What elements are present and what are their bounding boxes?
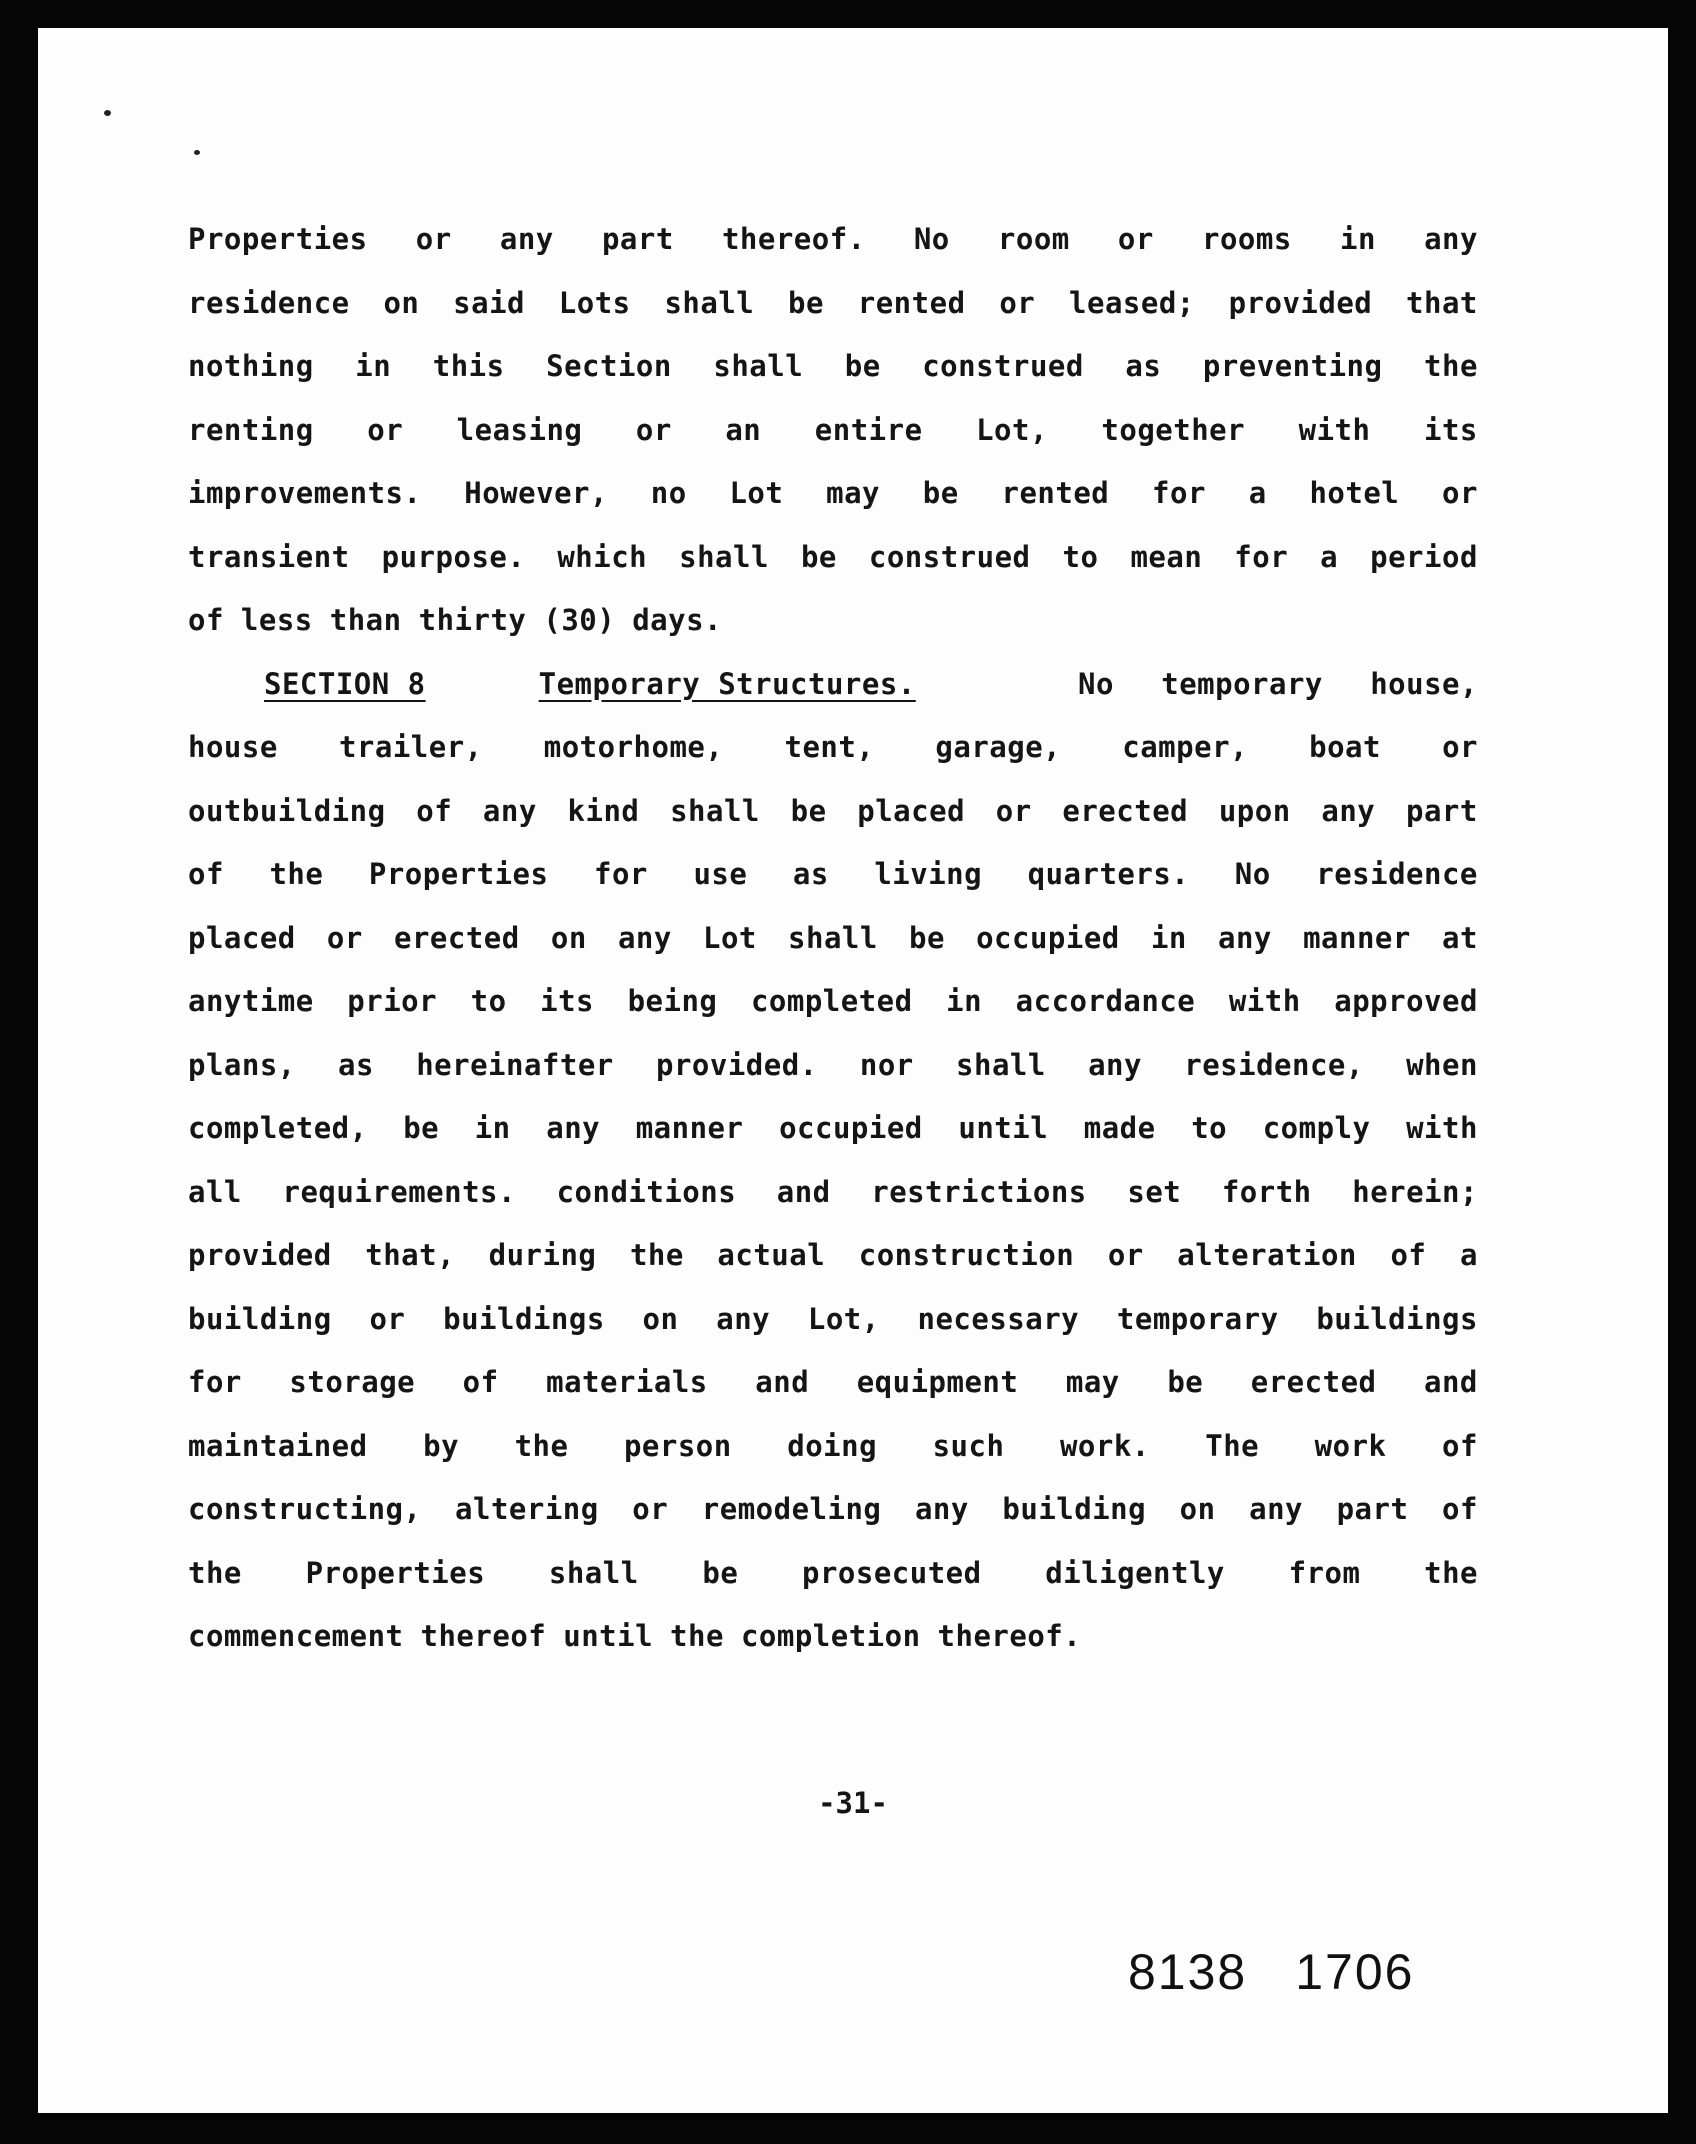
word: storage xyxy=(289,1365,416,1399)
word: a xyxy=(1248,476,1267,510)
word: erected xyxy=(1062,793,1189,828)
word: maintained xyxy=(188,1428,368,1463)
word: of xyxy=(1442,1428,1478,1463)
word: boat xyxy=(1309,730,1381,764)
word: all xyxy=(188,1174,242,1209)
word: from xyxy=(1288,1555,1361,1590)
word: Section xyxy=(546,349,672,383)
word: residence xyxy=(188,285,350,320)
word: said xyxy=(453,285,525,320)
section-title: Temporary Structures. xyxy=(538,666,916,701)
text-line xyxy=(188,526,1478,590)
word: be xyxy=(788,285,824,320)
word: may xyxy=(1065,1365,1120,1399)
word: room xyxy=(997,222,1070,256)
word: be xyxy=(702,1555,739,1590)
word: occupied xyxy=(779,1111,923,1145)
word: Lot xyxy=(703,920,757,955)
word: in xyxy=(1150,920,1187,955)
word: motorhome, xyxy=(543,730,724,764)
word: be xyxy=(844,349,881,383)
word: and xyxy=(755,1365,810,1399)
word: and xyxy=(1424,1365,1478,1399)
word: construed xyxy=(868,539,1031,574)
word: of xyxy=(462,1365,499,1399)
word: erected xyxy=(1250,1365,1377,1399)
word: being xyxy=(627,984,718,1018)
word: work xyxy=(1314,1428,1387,1463)
word: any xyxy=(1088,1047,1142,1082)
word: erected xyxy=(394,920,520,955)
word: manner xyxy=(1303,920,1411,955)
text-line xyxy=(188,1415,1478,1479)
word: entire xyxy=(814,412,923,447)
word: or xyxy=(367,412,404,447)
word: any xyxy=(499,222,554,256)
word: building xyxy=(1002,1492,1147,1526)
word: materials xyxy=(546,1365,708,1399)
word: shall xyxy=(548,1555,639,1590)
text-line xyxy=(188,970,1478,1034)
stamp-page: 1706 xyxy=(1295,1944,1415,2000)
word: at xyxy=(1441,920,1478,955)
word: during xyxy=(488,1238,597,1272)
word: any xyxy=(482,793,537,828)
text-line xyxy=(188,589,1478,653)
text-line xyxy=(188,462,1478,526)
word: residence xyxy=(1316,857,1478,891)
word: work. xyxy=(1059,1428,1150,1463)
word: nor xyxy=(859,1047,914,1082)
word: shall xyxy=(956,1047,1046,1082)
word: in xyxy=(474,1111,511,1145)
word: upon xyxy=(1218,793,1291,828)
word: occupied xyxy=(976,920,1120,955)
word: rented xyxy=(857,285,966,320)
word: for xyxy=(1234,539,1289,574)
word: of xyxy=(188,603,224,637)
word: house xyxy=(188,730,278,764)
word: purpose. xyxy=(381,539,526,574)
word: be xyxy=(403,1111,440,1145)
word: of xyxy=(416,793,453,828)
word: on xyxy=(383,285,420,320)
word: part xyxy=(1336,1492,1409,1526)
word: improvements. xyxy=(188,476,422,510)
word: Properties xyxy=(188,222,368,256)
word: necessary xyxy=(917,1301,1080,1336)
word: a xyxy=(1459,1238,1478,1272)
word: made xyxy=(1083,1111,1156,1145)
word: manner xyxy=(635,1111,744,1145)
word: any xyxy=(1424,222,1478,256)
word: equipment xyxy=(856,1365,1019,1399)
word: thirty xyxy=(418,603,527,637)
word: be xyxy=(909,920,945,955)
word: which xyxy=(557,539,648,574)
word: any xyxy=(1218,920,1272,955)
word: no xyxy=(650,476,687,510)
word: shall xyxy=(713,349,804,383)
word: provided xyxy=(188,1238,332,1272)
word: shall xyxy=(670,793,760,828)
word: or xyxy=(1442,476,1478,510)
text-line xyxy=(188,1542,1478,1606)
word: rented xyxy=(1001,476,1110,510)
word: any xyxy=(617,920,672,955)
word: Properties xyxy=(368,857,549,891)
text-line xyxy=(188,1288,1478,1352)
word: of xyxy=(1390,1238,1427,1272)
word: any xyxy=(546,1111,601,1145)
word: shall xyxy=(679,539,769,574)
word: completion xyxy=(740,1619,921,1653)
text-line xyxy=(188,272,1478,336)
scan-speck xyxy=(104,110,111,116)
word: Lot, xyxy=(976,412,1048,447)
word: rooms xyxy=(1202,222,1292,256)
text-line xyxy=(188,1161,1478,1225)
section-heading-line xyxy=(188,653,1478,717)
body-text xyxy=(188,208,1478,1669)
word: No xyxy=(913,222,950,256)
word: or xyxy=(1107,1238,1144,1272)
word: with xyxy=(1298,412,1371,447)
scan-speck xyxy=(194,150,200,155)
word: camper, xyxy=(1122,730,1248,764)
word: together xyxy=(1101,412,1246,447)
word: any xyxy=(1249,1492,1304,1526)
word: be xyxy=(800,539,837,574)
word: Lot, xyxy=(807,1301,880,1336)
word: The xyxy=(1205,1428,1260,1463)
word: kind xyxy=(567,793,640,828)
word: forth xyxy=(1221,1174,1312,1209)
word: buildings xyxy=(1316,1301,1478,1336)
word: the xyxy=(670,1619,724,1653)
text-line xyxy=(188,907,1478,971)
word: quarters. xyxy=(1027,857,1190,891)
word: No xyxy=(1234,857,1271,891)
word: to xyxy=(1191,1111,1228,1145)
word: mean xyxy=(1130,539,1203,574)
word: Lots xyxy=(558,285,631,320)
word: less xyxy=(240,603,313,637)
text-line xyxy=(188,1478,1478,1542)
word: or xyxy=(1117,222,1154,256)
text-line xyxy=(188,716,1478,780)
word: completed, xyxy=(188,1111,368,1145)
word: leased; xyxy=(1069,285,1195,320)
word: buildings xyxy=(443,1301,605,1336)
word: accordance xyxy=(1015,984,1196,1018)
word: or xyxy=(632,1492,669,1526)
word: in xyxy=(355,349,392,383)
word: remodeling xyxy=(701,1492,882,1526)
word: this xyxy=(432,349,505,383)
stamp-book: 8138 xyxy=(1128,1944,1248,2000)
word: Properties xyxy=(305,1555,486,1590)
word: or xyxy=(369,1301,406,1336)
word: or xyxy=(635,412,672,447)
recording-stamp xyxy=(1128,1943,1414,2001)
word: provided xyxy=(1228,285,1373,320)
word: doing xyxy=(787,1428,878,1463)
word: be xyxy=(922,476,959,510)
text-line xyxy=(188,1034,1478,1098)
word: the xyxy=(269,857,324,891)
word: the xyxy=(629,1238,684,1272)
word: plans, xyxy=(188,1047,296,1082)
word: person xyxy=(623,1428,732,1463)
word: completed xyxy=(750,984,913,1018)
word: its xyxy=(1423,412,1478,447)
word: preventing xyxy=(1202,349,1383,383)
word: part xyxy=(1406,793,1478,828)
text-line xyxy=(188,1605,1478,1669)
word: prior xyxy=(347,984,438,1018)
word: when xyxy=(1406,1047,1478,1082)
word: in xyxy=(946,984,983,1018)
word: with xyxy=(1406,1111,1478,1145)
text-line xyxy=(188,335,1478,399)
word: shall xyxy=(664,285,755,320)
word: be xyxy=(1167,1365,1204,1399)
word: However, xyxy=(464,476,608,510)
word: any xyxy=(1321,793,1376,828)
word: for xyxy=(594,857,648,891)
word: or xyxy=(999,285,1036,320)
word: the xyxy=(1424,349,1478,383)
word: outbuilding xyxy=(188,793,386,828)
word: for xyxy=(1152,476,1206,510)
word: shall xyxy=(788,920,878,955)
word: prosecuted xyxy=(801,1555,982,1590)
word: days. xyxy=(632,603,723,637)
word: as xyxy=(792,857,829,891)
word: thereof. xyxy=(721,222,866,256)
word: leasing xyxy=(456,412,583,447)
word: an xyxy=(725,412,762,447)
word: until xyxy=(958,1111,1049,1145)
word: diligently xyxy=(1045,1555,1225,1590)
word: on xyxy=(642,1301,679,1336)
word: on xyxy=(1179,1492,1216,1526)
word: or xyxy=(1442,730,1478,764)
word: may xyxy=(826,476,880,510)
word: of xyxy=(188,857,224,891)
word: a xyxy=(1320,539,1339,574)
text-line xyxy=(188,1224,1478,1288)
word: trailer, xyxy=(338,730,483,764)
word: renting xyxy=(188,412,314,447)
word: conditions xyxy=(556,1174,737,1209)
word: on xyxy=(550,920,587,955)
word: set xyxy=(1127,1174,1182,1209)
word: temporary xyxy=(1161,666,1323,701)
word: construction xyxy=(858,1238,1075,1272)
word: until xyxy=(563,1619,654,1653)
word: building xyxy=(188,1301,332,1336)
word: the xyxy=(188,1555,242,1590)
word: be xyxy=(790,793,827,828)
word: living xyxy=(874,857,983,891)
word: alteration xyxy=(1177,1238,1357,1272)
word: that xyxy=(1406,285,1478,320)
word: the xyxy=(1424,1555,1478,1590)
text-line xyxy=(188,208,1478,272)
word: house, xyxy=(1370,666,1478,701)
paragraph-continuation xyxy=(188,208,1478,653)
word: tent, xyxy=(784,730,875,764)
word: use xyxy=(693,857,748,891)
word: that, xyxy=(365,1238,456,1272)
word: period xyxy=(1370,539,1478,574)
word: part xyxy=(601,222,674,256)
word: as xyxy=(1125,349,1162,383)
word: any xyxy=(716,1301,771,1336)
word: than xyxy=(329,603,402,637)
word: actual xyxy=(717,1238,826,1272)
text-line xyxy=(188,843,1478,907)
word: provided. xyxy=(656,1047,818,1082)
word: the xyxy=(514,1428,569,1463)
word: Lot xyxy=(729,476,784,510)
word: comply xyxy=(1262,1111,1371,1145)
word: construed xyxy=(922,349,1084,383)
word: such xyxy=(932,1428,1005,1463)
word: of xyxy=(1442,1492,1478,1526)
word: herein; xyxy=(1352,1174,1478,1209)
word: temporary xyxy=(1116,1301,1279,1336)
word: nothing xyxy=(188,349,314,383)
word: garage, xyxy=(935,730,1062,764)
word: constructing, xyxy=(188,1492,422,1526)
text-line xyxy=(188,399,1478,463)
word: placed xyxy=(857,793,966,828)
text-line xyxy=(188,780,1478,844)
word: thereof. xyxy=(937,1619,1082,1653)
word: placed xyxy=(188,920,296,955)
word: hotel xyxy=(1309,476,1400,510)
word: anytime xyxy=(188,984,314,1018)
word: or xyxy=(995,793,1032,828)
word: restrictions xyxy=(871,1174,1087,1209)
word: its xyxy=(540,984,595,1018)
section-8-paragraph xyxy=(188,716,1478,1669)
document-page xyxy=(38,28,1668,2113)
word: any xyxy=(914,1492,969,1526)
word: transient xyxy=(188,539,350,574)
word: residence, xyxy=(1184,1047,1364,1082)
word: with xyxy=(1228,984,1301,1018)
word: to xyxy=(1062,539,1099,574)
word: and xyxy=(776,1174,831,1209)
word: No xyxy=(1078,666,1114,701)
text-line xyxy=(188,1351,1478,1415)
word: thereof xyxy=(420,1619,547,1653)
section-label: SECTION 8 xyxy=(264,666,426,701)
word: or xyxy=(415,222,452,256)
word: requirements. xyxy=(282,1174,516,1209)
word: by xyxy=(423,1428,460,1463)
word: hereinafter xyxy=(416,1047,614,1082)
word: commencement xyxy=(188,1619,404,1653)
word: altering xyxy=(455,1492,599,1526)
word: to xyxy=(470,984,507,1018)
word: as xyxy=(338,1047,374,1082)
word: (30) xyxy=(543,603,616,637)
word: for xyxy=(188,1365,242,1399)
word: or xyxy=(326,920,363,955)
word: approved xyxy=(1334,984,1478,1018)
text-line xyxy=(188,1097,1478,1161)
page-number: -31- xyxy=(818,1786,888,1820)
word: in xyxy=(1340,222,1376,256)
